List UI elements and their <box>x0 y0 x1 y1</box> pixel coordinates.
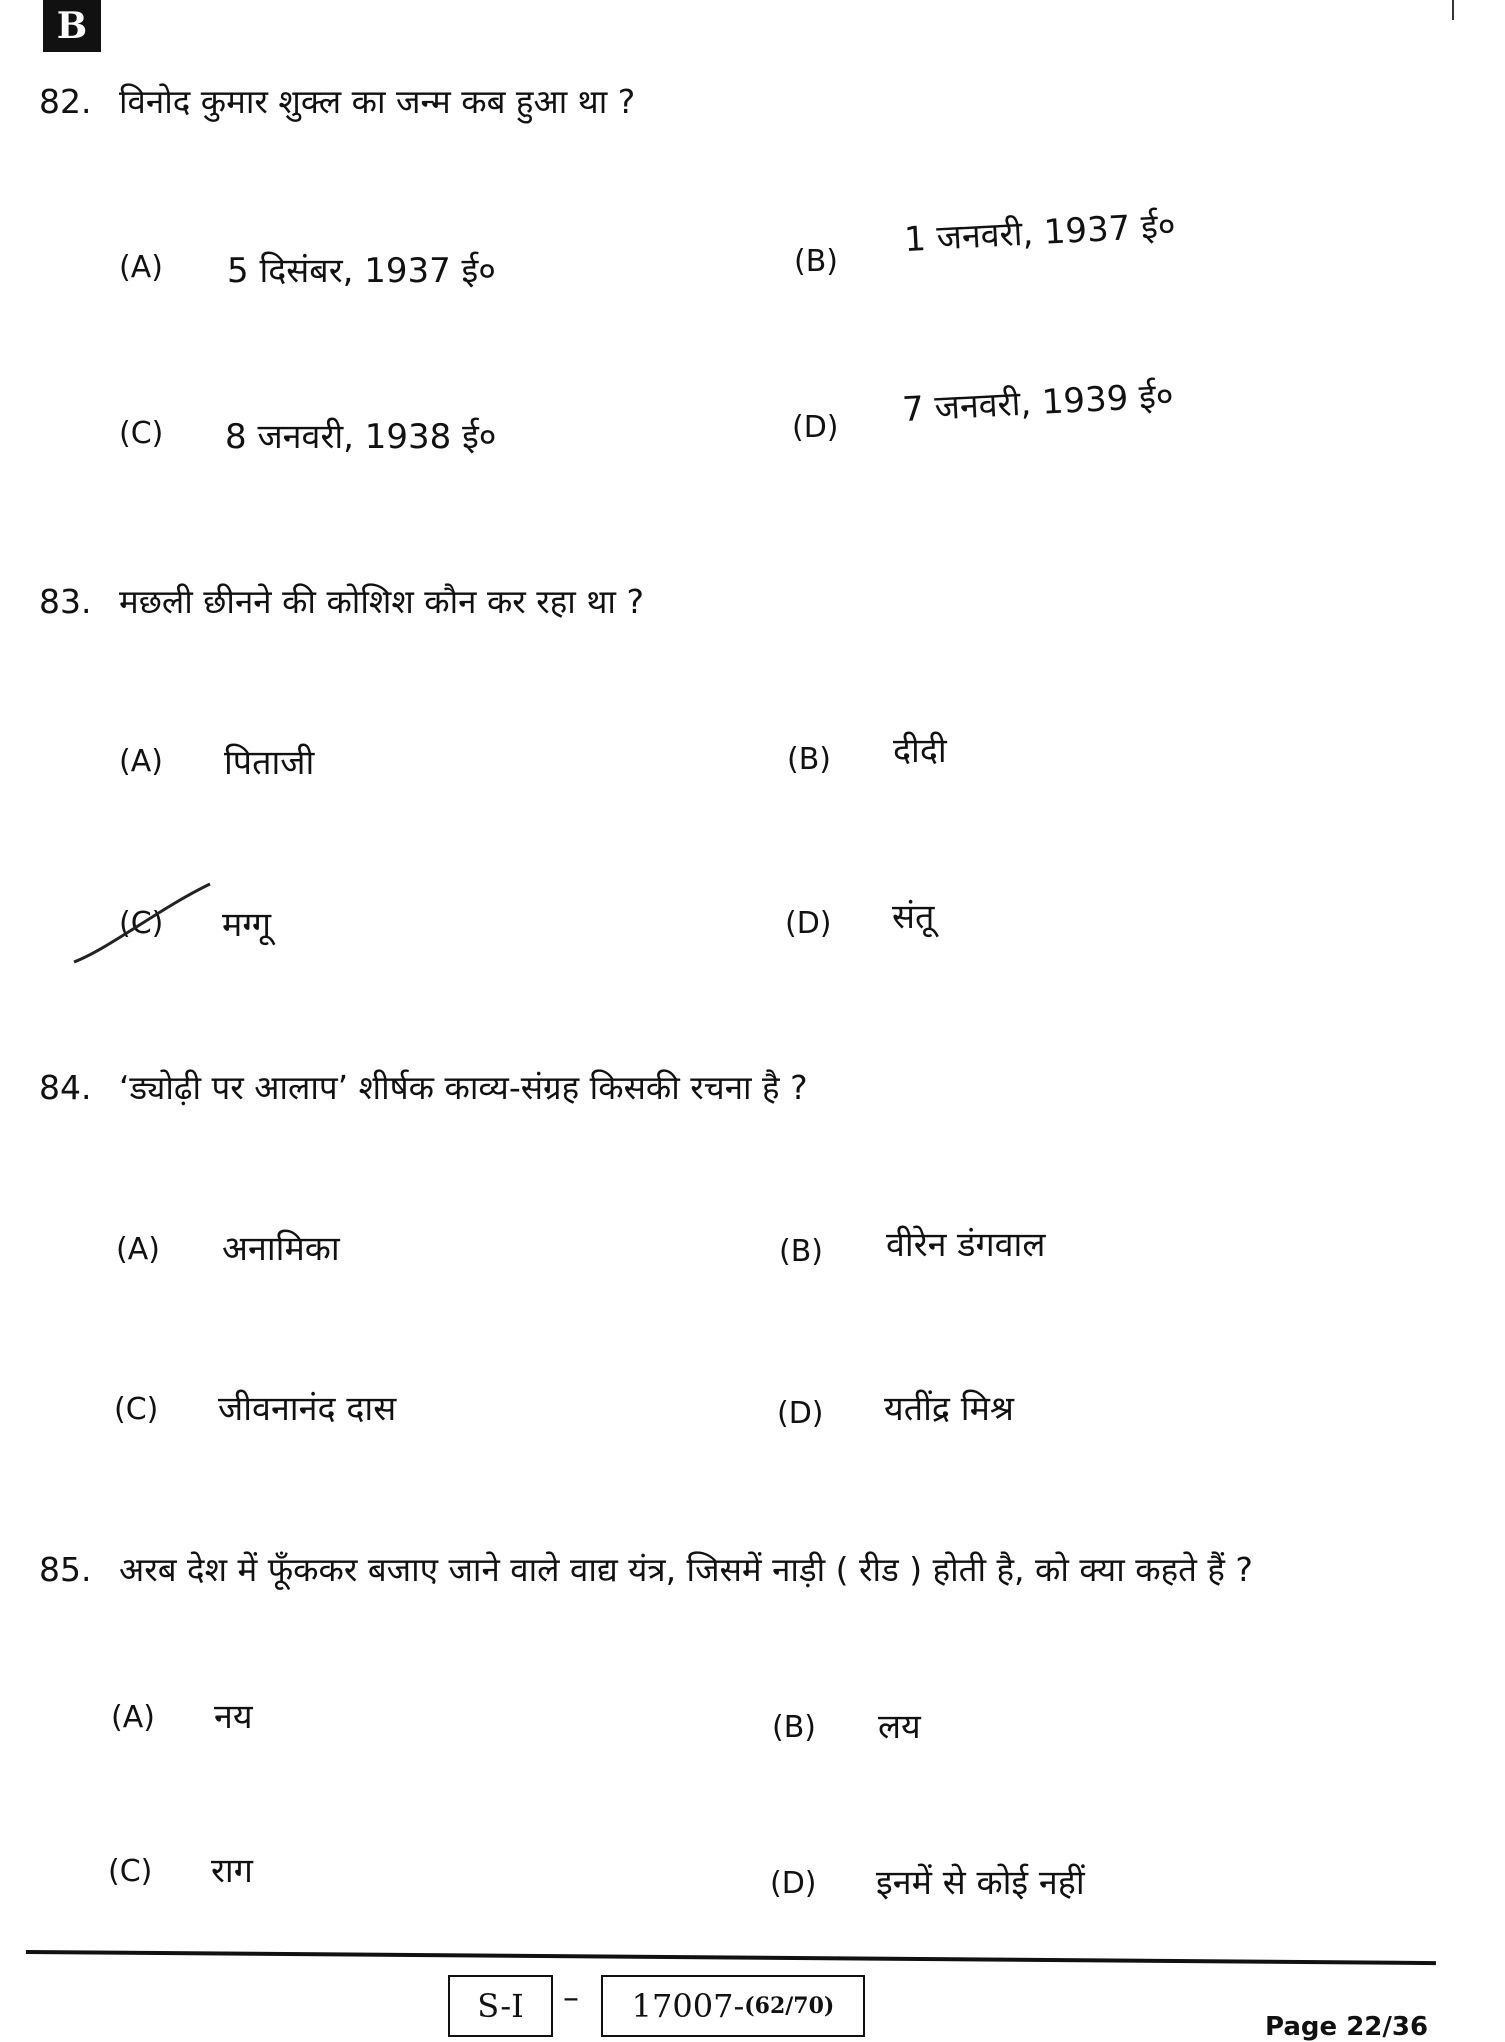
option-label: (C) <box>108 1854 153 1889</box>
option-label: (B) <box>787 742 831 777</box>
option-text: दीदी <box>893 731 947 771</box>
option-label: (A) <box>119 744 163 779</box>
option-label: (A) <box>111 1700 155 1735</box>
option-text: लय <box>878 1707 921 1747</box>
question-number: 83. <box>39 582 92 621</box>
page-number: Page 22/36 <box>1265 2012 1429 2042</box>
option-text: पिताजी <box>224 743 315 783</box>
question-82 <box>39 78 635 123</box>
option-label: (D) <box>777 1396 824 1431</box>
option-label: (D) <box>770 1866 817 1901</box>
option-text: राग <box>211 1851 253 1891</box>
question-text: अरब देश में फूँककर बजाए जाने वाले वाद्य यंत्र, जिसमें नाड़ी ( रीड ) होती है, को क्या कहते हैं ? <box>119 1550 1253 1589</box>
option-text: संतू <box>892 897 935 937</box>
option-text: अनामिका <box>222 1229 340 1269</box>
option-label: (B) <box>779 1234 823 1269</box>
question-text: ‘ड्योढ़ी पर आलाप’ शीर्षक काव्य-संग्रह किसकी रचना है ? <box>119 1068 808 1107</box>
set-badge: B <box>43 0 101 52</box>
option-text: 8 जनवरी, 1938 ई० <box>225 417 497 457</box>
question-83 <box>39 578 644 623</box>
option-label: (C) <box>114 1392 159 1427</box>
paper-code: 17007- <box>631 1987 745 2025</box>
series-box: S-I <box>448 1975 553 2037</box>
question-85 <box>39 1546 1253 1591</box>
option-label: (C) <box>119 906 164 941</box>
question-number: 82. <box>39 82 92 121</box>
option-text: वीरेन डंगवाल <box>886 1225 1046 1265</box>
question-number: 84. <box>39 1068 92 1107</box>
question-text: विनोद कुमार शुक्ल का जन्म कब हुआ था ? <box>119 82 636 121</box>
option-label: (D) <box>785 906 832 941</box>
question-text: मछली छीनने की कोशिश कौन कर रहा था ? <box>119 582 644 621</box>
option-text: 1 जनवरी, 1937 ई० <box>903 205 1177 261</box>
option-text: यतींद्र मिश्र <box>884 1389 1014 1429</box>
option-label: (A) <box>119 250 163 285</box>
option-text: 7 जनवरी, 1939 ई० <box>901 375 1175 431</box>
option-label: (B) <box>794 244 838 279</box>
option-text: जीवनानंद दास <box>218 1389 397 1429</box>
question-84 <box>39 1064 808 1109</box>
footer-separator: – <box>563 1978 579 2016</box>
footer-rule <box>26 1950 1436 1965</box>
paper-code-sub: (62/70) <box>744 1993 835 2019</box>
option-text: मग्गू <box>222 905 272 945</box>
option-text: नय <box>214 1697 253 1737</box>
scan-edge-mark <box>1452 0 1454 20</box>
option-label: (C) <box>119 416 164 451</box>
option-text: इनमें से कोई नहीं <box>876 1863 1085 1903</box>
option-label: (A) <box>116 1232 160 1267</box>
option-label: (D) <box>792 410 839 445</box>
code-box <box>601 1975 865 2037</box>
option-text: 5 दिसंबर, 1937 ई० <box>227 251 496 291</box>
question-number: 85. <box>39 1550 92 1589</box>
option-label: (B) <box>772 1710 816 1745</box>
pen-tick-mark <box>70 878 215 968</box>
